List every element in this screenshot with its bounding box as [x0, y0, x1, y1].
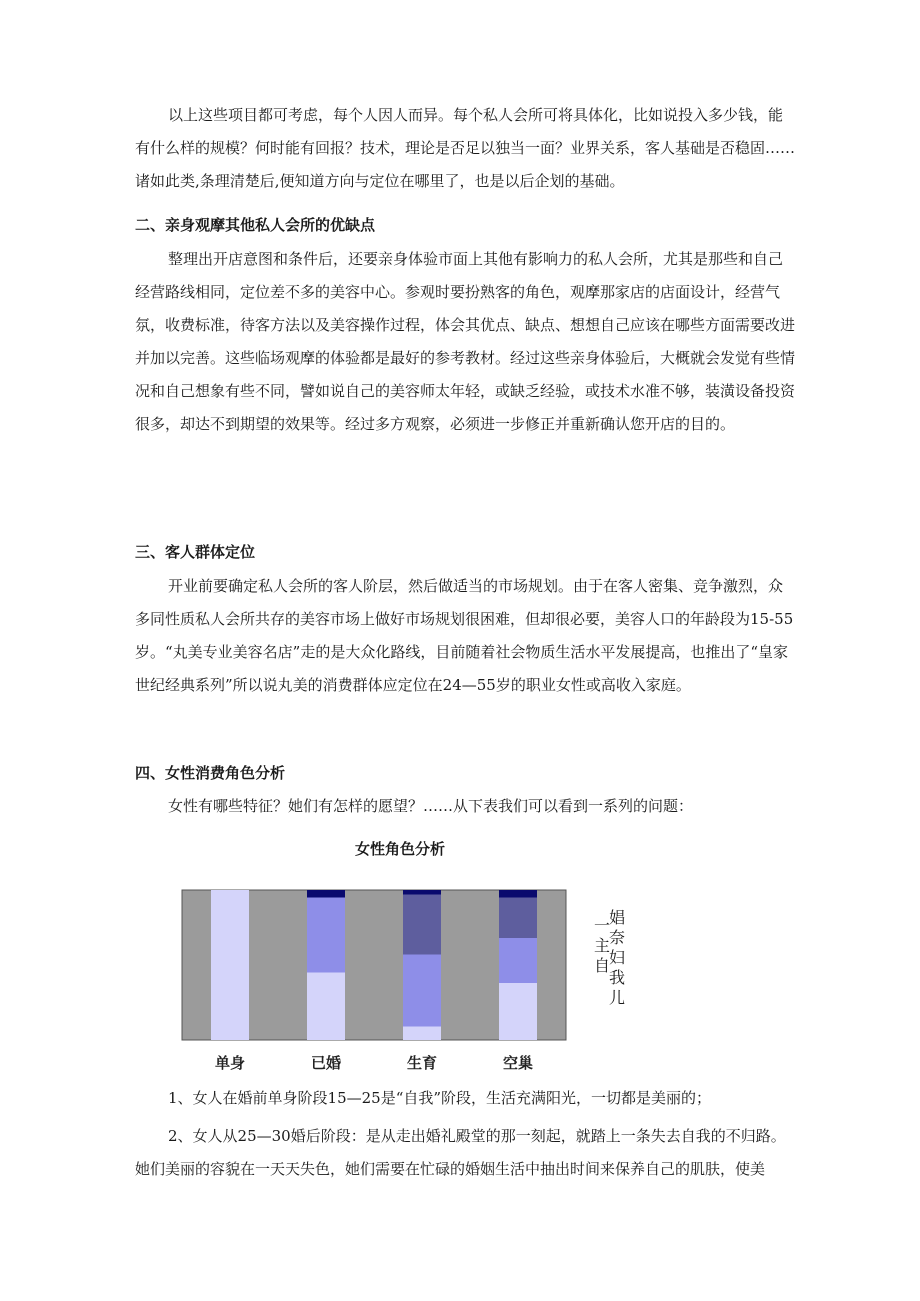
section-4-paragraph: 女性有哪些特征？她们有怎样的愿望？……从下表我们可以看到一系列的问题：: [168, 797, 694, 815]
chart-title: 女性角色分析: [355, 840, 446, 858]
x-tick-label: 单身: [214, 1054, 246, 1072]
section-4-heading: 四、女性消费角色分析: [135, 764, 286, 782]
bar-segment-已婚-1: [307, 898, 345, 973]
bar-segment-已婚-0: [307, 973, 345, 1041]
bar-segment-空巢-1: [499, 938, 537, 983]
bar-segment-生育-3: [403, 890, 441, 895]
section-3-paragraph: 开业前要确定私人会所的客人阶层，然后做适当的市场规划。由于在客人密集、竞争激烈，众多同性质私人会所共存的美容市场上做好市场规划很困难，但却很必要，美容人口的年龄段为15-55岁。“丸美专业美容名店”走的是大众化路线，目前随着社会物质生活水平发展提高，也推出了“皇家世纪经典系列”所以说丸美的消费群体应定位在24—55岁的职业女性或高收入家庭。: [135, 577, 794, 694]
bar-segment-空巢-0: [499, 983, 537, 1040]
legend-column-2: 娼奈妇我儿: [609, 908, 626, 1007]
bar-segment-已婚-3: [307, 890, 345, 898]
section-3-heading: 三、客人群体定位: [135, 543, 256, 561]
bar-segment-空巢-2: [499, 898, 537, 939]
list-item-1: 1、女人在婚前单身阶段15—25是“自我”阶段，生活充满阳光，一切都是美丽的；: [168, 1089, 712, 1107]
x-tick-label: 生育: [406, 1054, 438, 1072]
list-item-2: 2、女人从25—30婚后阶段：是从走出婚礼殿堂的那一刻起，就踏上一条失去自我的不归路。她们美丽的容貌在一天天失色，她们需要在忙碌的婚姻生活中抽出时间来保养自己的肌肤，使美: [135, 1127, 786, 1178]
bar-segment-生育-0: [403, 1027, 441, 1041]
bar-segment-空巢-3: [499, 890, 537, 898]
role-analysis-chart: [180, 888, 570, 1078]
bar-segment-单身-0: [211, 890, 249, 1040]
x-tick-label: 已婚: [310, 1054, 342, 1072]
section-2-heading: 二、亲身观摩其他私人会所的优缺点: [135, 216, 376, 234]
bar-segment-生育-1: [403, 955, 441, 1027]
section-2-paragraph: 整理出开店意图和条件后，还要亲身体验市面上其他有影响力的私人会所，尤其是那些和自己经营路线相同，定位差不多的美容中心。参观时要扮熟客的角色，观摩那家店的店面设计，经营气氛，收费标准，待客方法以及美容操作过程，体会其优点、缺点、想想自己应该在哪些方面需要改进并加以完善。这些临场观摩的体验都是最好的参考教材。经过这些亲身体验后，大概就会发觉有些情况和自己想象有些不同，譬如说自己的美容师太年轻，或缺乏经验，或技术水准不够，装潢设备投资很多，却达不到期望的效果等。经过多方观察，必须进一步修正并重新确认您开店的目的。: [135, 250, 796, 433]
bar-segment-生育-2: [403, 895, 441, 955]
legend-column-1: 一主自: [594, 916, 611, 975]
x-tick-label: 空巢: [502, 1054, 534, 1072]
intro-paragraph: 以上这些项目都可考虑，每个人因人而异。每个私人会所可将具体化，比如说投入多少钱，能有什么样的规模？何时能有回报？技术，理论是否足以独当一面？业界关系，客人基础是否稳固……诸如此类,条理清楚后,便知道方向与定位在哪里了，也是以后企划的基础。: [135, 106, 796, 190]
